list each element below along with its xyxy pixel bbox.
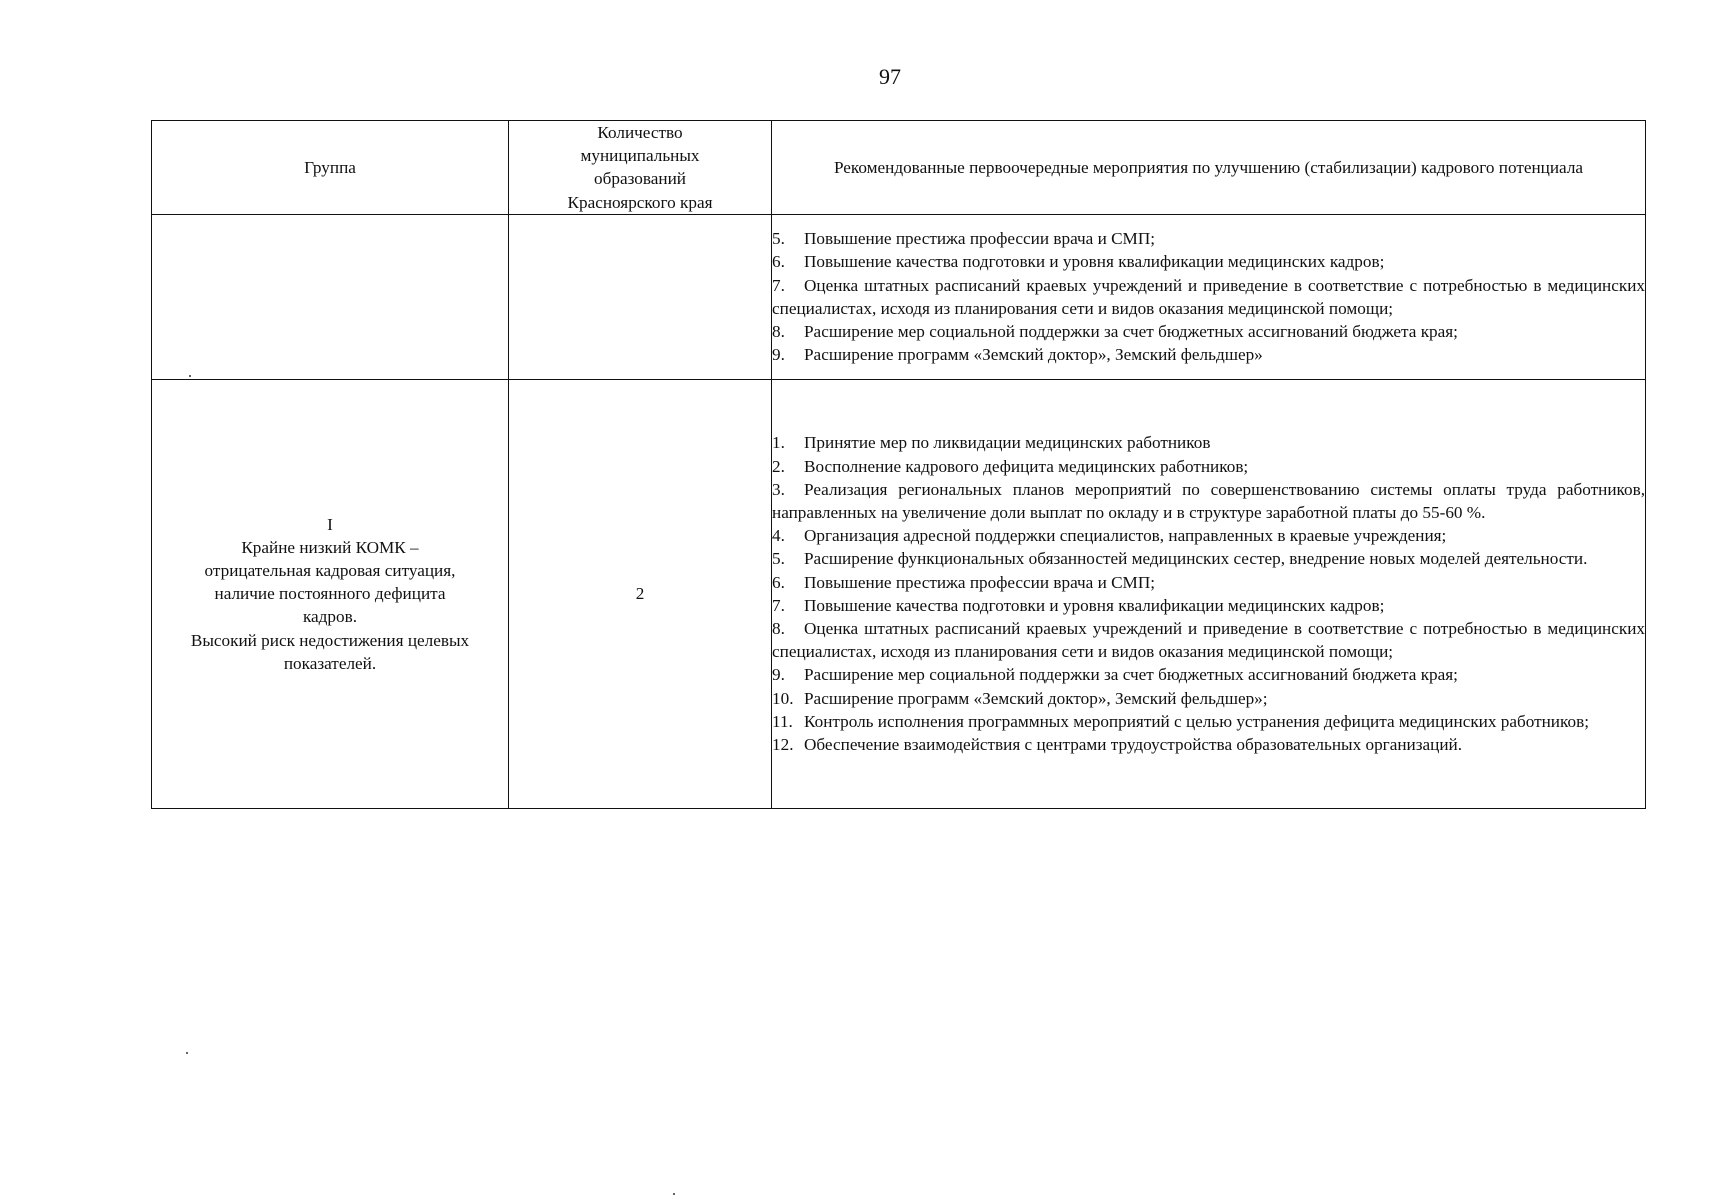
measure-item: [772, 617, 1645, 663]
measure-item: [772, 733, 1645, 756]
measure-number: 12.: [772, 735, 794, 755]
measure-number: 11.: [772, 711, 793, 731]
group-cell-empty: [152, 214, 509, 379]
measure-item: [772, 250, 1645, 273]
measure-text: Оценка штатных расписаний краевых учреждений и приведение в соответствие с потребностью в медицинских специалистах, исходя из планирования сети и видов оказания медицинской помощи;: [772, 275, 1645, 318]
measure-number: 1.: [772, 433, 785, 453]
measure-number: 7.: [772, 595, 785, 615]
measure-text: Расширение программ «Земский доктор», Земский фельдшер»;: [804, 688, 1268, 708]
measure-text: Повышение престижа профессии врача и СМП;: [804, 229, 1156, 249]
measure-number: 5.: [772, 549, 785, 569]
measure-number: 5.: [772, 229, 785, 249]
measures-table: [151, 120, 1646, 809]
header-count: [509, 121, 772, 215]
count-cell-empty: [509, 214, 772, 379]
measure-text: Расширение программ «Земский доктор», Земский фельдшер»: [804, 345, 1263, 365]
count-cell: 2: [509, 379, 772, 808]
measure-number: 2.: [772, 456, 785, 476]
measure-number: 6.: [772, 252, 785, 272]
measure-number: 10.: [772, 688, 794, 708]
group-description: [152, 536, 508, 675]
measure-number: 6.: [772, 572, 785, 592]
measure-number: 8.: [772, 619, 785, 639]
measure-text: Контроль исполнения программных мероприятий с целью устранения дефицита медицинских работников;: [804, 711, 1589, 731]
measures-list: [772, 227, 1645, 366]
scan-speck: [186, 1052, 188, 1054]
table-header-row: [152, 121, 1646, 215]
measure-number: 8.: [772, 322, 785, 342]
measure-item: [772, 431, 1645, 454]
measure-item: [772, 227, 1645, 250]
measure-text: Повышение престижа профессии врача и СМП;: [804, 572, 1156, 592]
measure-text: Оценка штатных расписаний краевых учреждений и приведение в соответствие с потребностью в медицинских специалистах, исходя из планирования сети и видов оказания медицинской помощи;: [772, 619, 1645, 662]
table-row: [152, 379, 1646, 808]
measure-item: [772, 478, 1645, 524]
measure-text: Расширение функциональных обязанностей медицинских сестер, внедрение новых моделей деятельности.: [804, 549, 1588, 569]
table-row: [152, 214, 1646, 379]
measure-text: Обеспечение взаимодействия с центрами трудоустройства образовательных организаций.: [804, 735, 1463, 755]
measure-item: [772, 274, 1645, 320]
scan-speck: [189, 375, 191, 377]
measure-item: [772, 710, 1645, 733]
group-description-line: Высокий риск недостижения целевых: [190, 630, 470, 650]
measure-item: [772, 687, 1645, 710]
measure-number: 9.: [772, 665, 785, 685]
measure-text: Повышение качества подготовки и уровня квалификации медицинских кадров;: [804, 595, 1385, 615]
measure-text: Расширение мер социальной поддержки за счет бюджетных ассигнований бюджета края;: [804, 322, 1458, 342]
measures-list: [772, 431, 1645, 756]
group-description-line: отрицательная кадровая ситуация,: [204, 561, 456, 580]
scan-speck: [673, 1193, 675, 1195]
header-measures: Рекомендованные первоочередные мероприятия по улучшению (стабилизации) кадрового потенциала: [772, 121, 1646, 215]
group-cell: [152, 379, 509, 808]
measures-cell: [772, 214, 1646, 379]
measure-item: [772, 594, 1645, 617]
measure-text: Восполнение кадрового дефицита медицинских работников;: [804, 456, 1249, 476]
measure-item: [772, 320, 1645, 343]
measure-text: Принятие мер по ликвидации медицинских работников: [804, 433, 1211, 453]
header-group: Группа: [152, 121, 509, 215]
measure-number: 3.: [772, 479, 785, 499]
measure-item: [772, 571, 1645, 594]
page-number: 97: [879, 64, 901, 89]
measure-item: [772, 663, 1645, 686]
measure-number: 9.: [772, 345, 785, 365]
measure-text: Реализация региональных планов мероприятий по совершенствованию системы оплаты труда работников, направленных на увеличение доли выплат по окладу и в структуре заработной платы до 55-60 %.: [772, 479, 1645, 522]
group-numeral: I: [327, 514, 333, 534]
measure-item: [772, 455, 1645, 478]
measure-text: Повышение качества подготовки и уровня квалификации медицинских кадров;: [804, 252, 1385, 272]
group-description-line: показателей.: [283, 653, 377, 673]
measure-item: [772, 343, 1645, 366]
group-description-line: кадров.: [302, 607, 358, 627]
measure-text: Организация адресной поддержки специалистов, направленных в краевые учреждения;: [804, 526, 1447, 546]
measure-text: Расширение мер социальной поддержки за счет бюджетных ассигнований бюджета края;: [804, 665, 1458, 685]
measure-item: [772, 547, 1645, 570]
header-count-text: Количество муниципальных образований Красноярского края: [567, 123, 713, 212]
measure-number: 4.: [772, 526, 785, 546]
measure-number: 7.: [772, 275, 785, 295]
group-description-line: Крайне низкий КОМК –: [241, 537, 419, 557]
group-description-line: наличие постоянного дефицита: [214, 584, 446, 604]
measure-item: [772, 524, 1645, 547]
measures-cell: [772, 379, 1646, 808]
